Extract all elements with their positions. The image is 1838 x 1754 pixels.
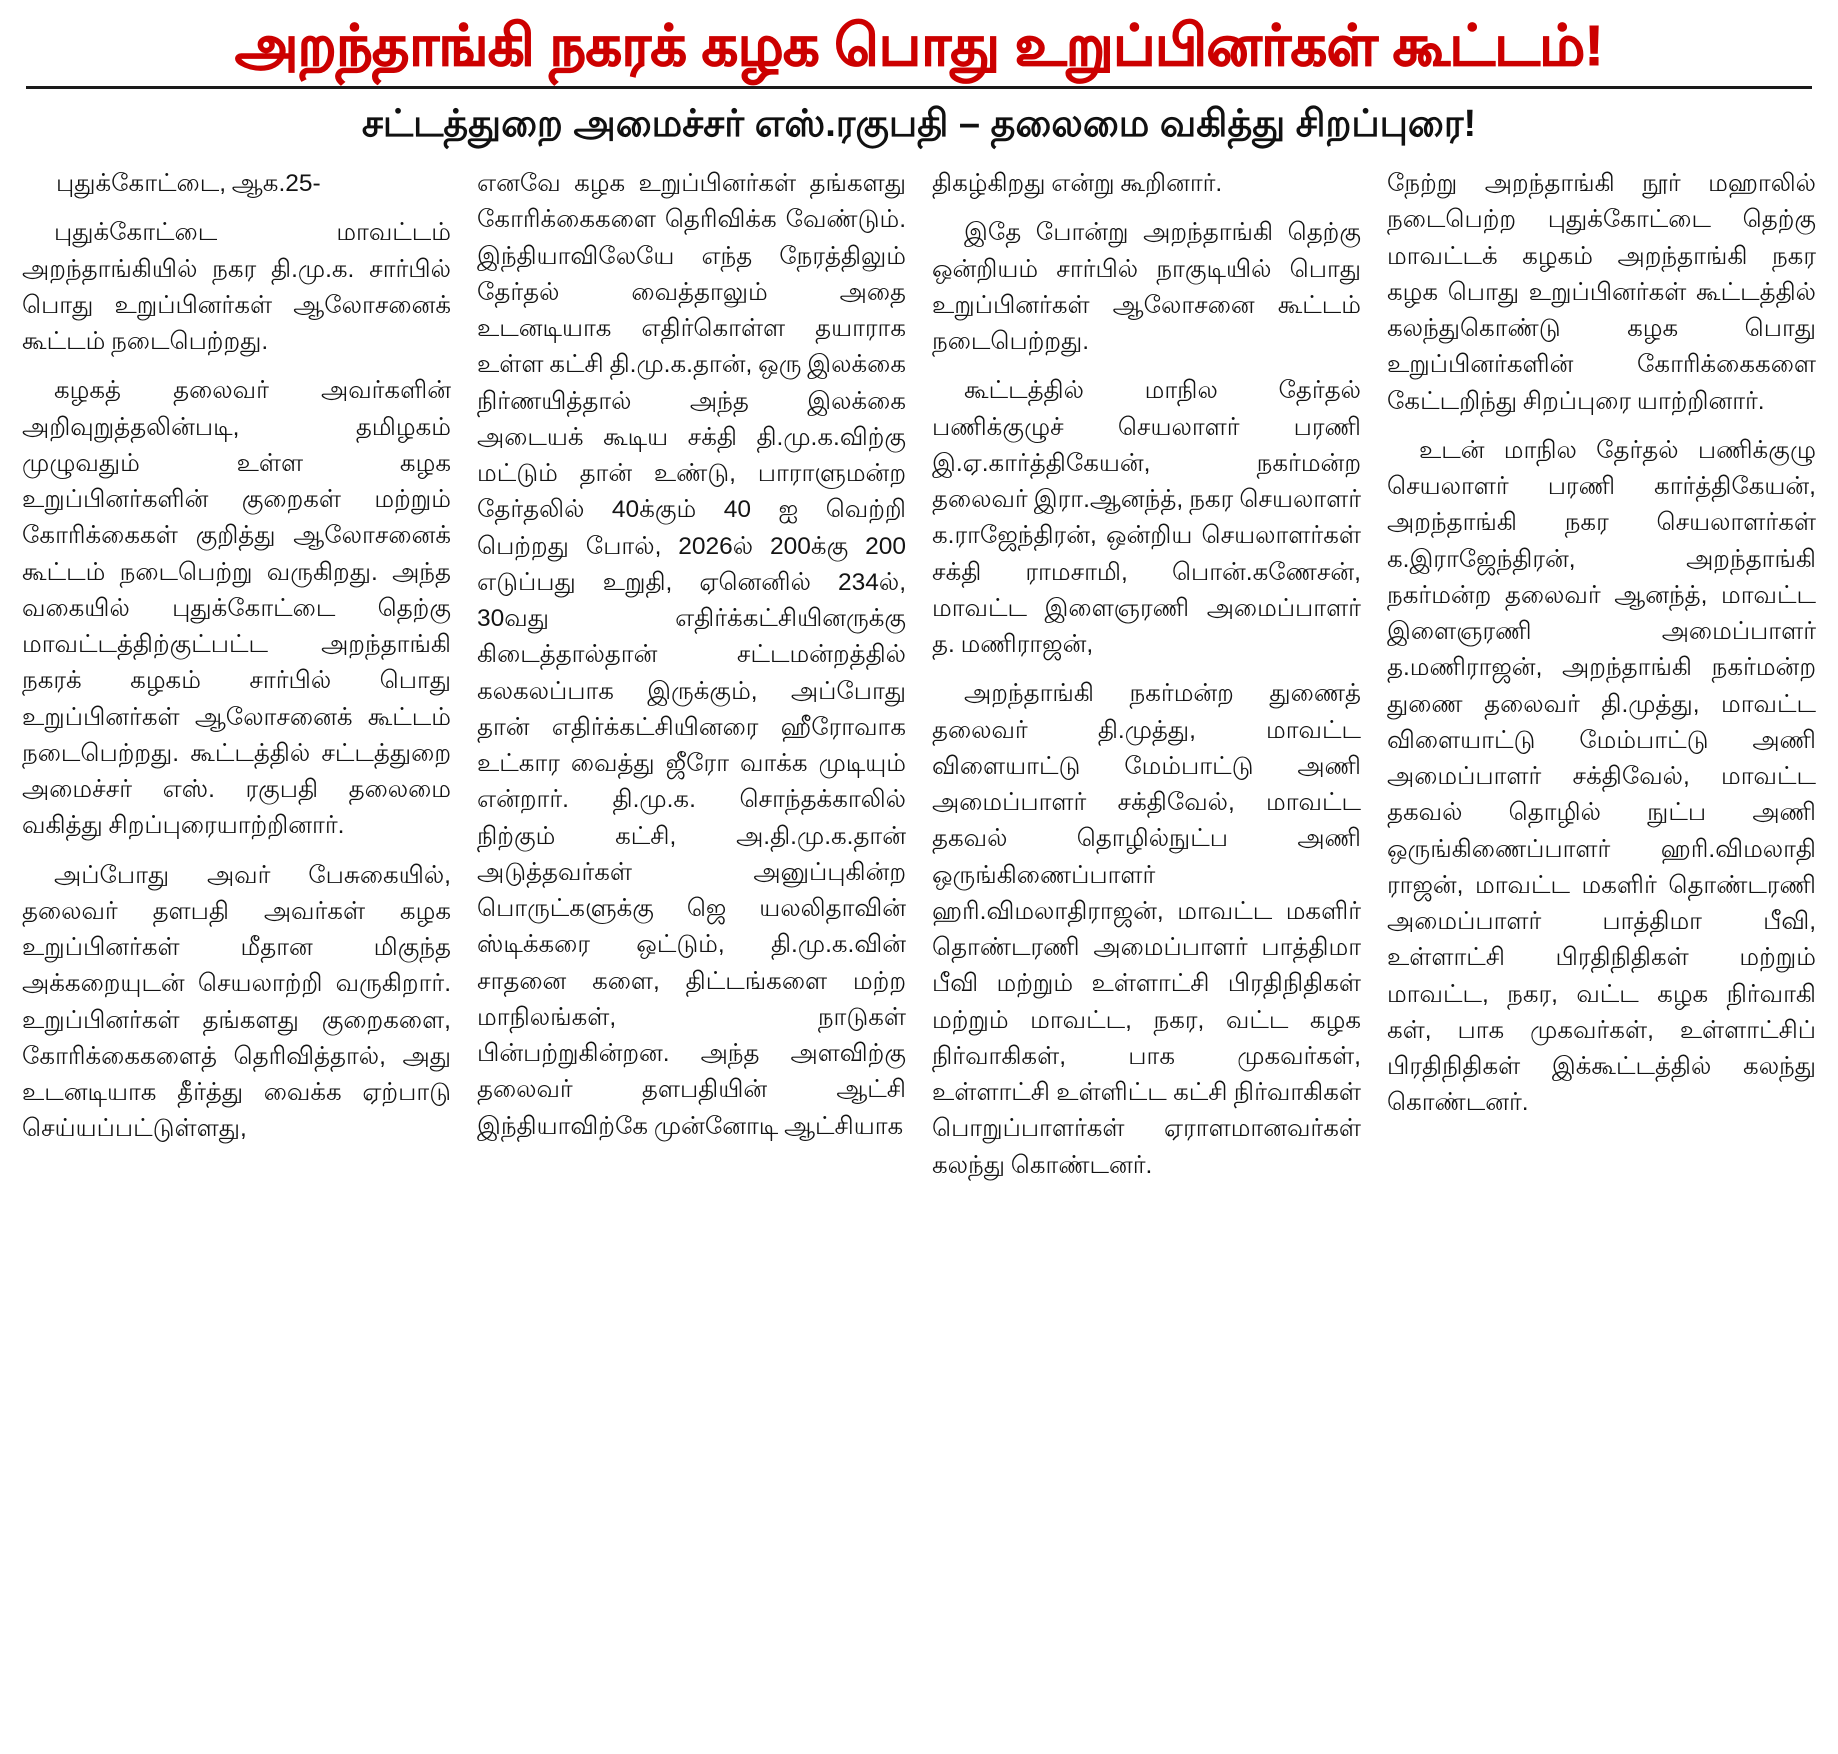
article-columns [22, 166, 1816, 1197]
subheadline: சட்டத்துறை அமைச்சர் எஸ்.ரகுபதி – தலைமை வகித்து சிறப்புரை! [361, 102, 1477, 145]
paragraph: இதே போன்று அறந்தாங்கி தெற்கு ஒன்றியம் சார்பில் நாகுடியில் பொது உறுப்பினர்கள் ஆலோசனை கூட்டம் நடைபெற்றது. [932, 219, 1361, 356]
paragraph: கூட்டத்தில் மாநில தேர்தல் பணிக்குழுச் செயலாளர் பரணி இ.ஏ.கார்த்திகேயன், நகர்மன்ற தலைவர் இரா.ஆனந்த், நகர செயலாளர் க.ராஜேந்திரன், ஒன்றிய செயலாளர்கள் சக்தி ராமசாமி, பொன்.கணேசன், மாவட்ட இளைஞரணி அமைப்பாளர் த. மணிராஜன், [932, 377, 1361, 659]
article-column-4 [1387, 166, 1816, 1135]
headline-divider [26, 86, 1812, 89]
paragraph: புதுக்கோட்டை மாவட்டம் அறந்தாங்கியில் நகர தி.மு.க. சார்பில் பொது உறுப்பினர்கள் ஆலோசனைக் கூட்டம் நடைபெற்றது. [22, 219, 451, 356]
page-title: அறந்தாங்கி நகரக் கழக பொது உறுப்பினர்கள் கூட்டம்! [234, 14, 1604, 78]
article-column-3 [932, 166, 1361, 1197]
paragraph: திகழ்கிறது என்று கூறினார். [932, 170, 1223, 198]
paragraph: புதுக்கோட்டை, ஆக.25- [56, 170, 321, 198]
paragraph: உடன் மாநில தேர்தல் பணிக்குழு செயலாளர் பரணி கார்த்திகேயன், அறந்தாங்கி நகர செயலாளர்கள் க.இராஜேந்திரன், அறந்தாங்கி நகர்மன்ற தலைவர் ஆனந்த், மாவட்ட இளைஞரணி அமைப்பாளர் த.மணிராஜன், அறந்தாங்கி நகர்மன்ற துணை தலைவர் தி.முத்து, மாவட்ட விளையாட்டு மேம்பாட்டு அணி அமைப்பாளர் சக்திவேல், மாவட்ட தகவல் தொழில் நுட்ப அணி ஒருங்கிணைப்பாளர் ஹரி.விமலாதி ராஜன், மாவட்ட மகளிர் தொண்டரணி அமைப்பாளர் பாத்திமா பீவி, உள்ளாட்சி பிரதிநிதிகள் மற்றும் மாவட்ட, நகர, வட்ட கழக நிர்வாகி கள், பாக முகவர்கள், உள்ளாட்சிப் பிரதிநிதிகள் இக்கூட்டத்தில் கலந்து கொண்டனர். [1387, 436, 1816, 1117]
paragraph: அப்போது அவர் பேசுகையில், தலைவர் தளபதி அவர்கள் கழக உறுப்பினர்கள் மீதான மிகுந்த அக்கறையுடன் செயலாற்றி வருகிறார். உறுப்பினர்கள் தங்களது குறைகளை, கோரிக்கைகளைத் தெரிவித்தால், அது உடனடியாக தீர்த்து வைக்க ஏற்பாடு செய்யப்பட்டுள்ளது, [22, 861, 451, 1143]
paragraph: எனவே கழக உறுப்பினர்கள் தங்களது கோரிக்கைகளை தெரிவிக்க வேண்டும். இந்தியாவிலேயே எந்த நேரத்திலும் தேர்தல் வைத்தாலும் அதை உடனடியாக எதிர்கொள்ள தயாராக உள்ள கட்சி தி.மு.க.தான், ஒரு இலக்கை நிர்ணயித்தால் அந்த இலக்கை அடையக் கூடிய சக்தி தி.மு.க.விற்கு மட்டும் தான் உண்டு, பாராளுமன்ற தேர்தலில் 40க்கும் 40 ஐ வெற்றி பெற்றது போல், 2026ல் 200க்கு 200 எடுப்பது உறுதி, ஏனெனில் 234ல், 30வது எதிர்க்கட்சியினருக்கு கிடைத்தால்தான் சட்டமன்றத்தில் கலகலப்பாக இருக்கும், அப்போது தான் எதிர்க்கட்சியினரை ஹீரோவாக உட்கார வைத்து ஜீரோ வாக்க முடியும் என்றார். தி.மு.க. சொந்தக்காலில் நிற்கும் கட்சி, அ.தி.மு.க.தான் அடுத்தவர்கள் அனுப்புகின்ற பொருட்களுக்கு ஜெ யலலிதாவின் ஸ்டிக்கரை ஒட்டும், தி.மு.க.வின் சாதனை களை, திட்டங்களை மற்ற மாநிலங்கள், நாடுகள் பின்பற்றுகின்றன. அந்த அளவிற்கு தலைவர் தளபதியின் ஆட்சி இந்தியாவிற்கே முன்னோடி ஆட்சியாக [477, 170, 906, 1140]
paragraph: அறந்தாங்கி நகர்மன்ற துணைத் தலைவர் தி.முத்து, மாவட்ட விளையாட்டு மேம்பாட்டு அணி அமைப்பாளர் சக்திவேல், மாவட்ட தகவல் தொழில்நுட்ப அணி ஒருங்கிணைப்பாளர் ஹரி.விமலாதிராஜன், மாவட்ட மகளிர் தொண்டரணி அமைப்பாளர் பாத்திமா பீவி மற்றும் உள்ளாட்சி பிரதிநிதிகள் மற்றும் மாவட்ட, நகர, வட்ட கழக நிர்வாகிகள், பாக முகவர்கள், உள்ளாட்சி உள்ளிட்ட கட்சி நிர்வாகிகள் பொறுப்பாளர்கள் ஏராளமானவர்கள் கலந்து கொண்டனர். [932, 680, 1361, 1179]
article-column-1 [22, 166, 451, 1161]
article-column-2 [477, 166, 906, 1158]
paragraph: நேற்று அறந்தாங்கி நூர் மஹாலில் நடைபெற்ற புதுக்கோட்டை தெற்கு மாவட்டக் கழகம் அறந்தாங்கி நகர கழக பொது உறுப்பினர்கள் கூட்டத்தில் கலந்துகொண்டு கழக பொது உறுப்பினர்களின் கோரிக்கைகளை கேட்டறிந்து சிறப்புரை யாற்றினார். [1387, 170, 1816, 415]
paragraph: கழகத் தலைவர் அவர்களின் அறிவுறுத்தலின்படி, தமிழகம் முழுவதும் உள்ள கழக உறுப்பினர்களின் குறைகள் மற்றும் கோரிக்கைகள் குறித்து ஆலோசனைக் கூட்டம் நடைபெற்று வருகிறது. அந்த வகையில் புதுக்கோட்டை தெற்கு மாவட்டத்திற்குட்பட்ட அறந்தாங்கி நகரக் கழகம் சார்பில் பொது உறுப்பினர்கள் ஆலோசனைக் கூட்டம் நடைபெற்றது. கூட்டத்தில் சட்டத்துறை அமைச்சர் எஸ். ரகுபதி தலைமை வகித்து சிறப்புரையாற்றினார். [22, 377, 451, 840]
